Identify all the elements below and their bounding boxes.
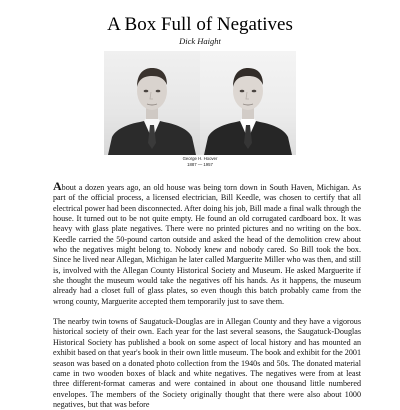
drop-cap: A	[53, 179, 62, 193]
caption-name: George H. Hoover	[182, 156, 218, 161]
paragraph-1	[53, 179, 361, 307]
photo-caption	[160, 156, 240, 167]
portrait-image-right	[200, 51, 296, 155]
article-title: A Box Full of Negatives	[107, 14, 293, 35]
article-body	[53, 179, 361, 410]
paragraph-1-text: bout a dozen years ago, an old house was being torn down in South Haven, Michigan. As part of the official process, a licensed electrician, Bill Keedle, was chosen to certify that all electrical power had been disconnected. After doing his job, Bill made a final walk through the house. It turned out to be not quite empty. He found an old corrugated cardboard box. It was heavy with glass plate negatives. There were no printed pictures and no writing on the box. Keedle carried the 50-pound carton outside and asked the head of the demolition crew about who the negatives might belong to. Nobody knew and nobody cared. So Bill took the box. Since he lived near Allegan, Michigan he later called Marguerite Miller who was then, and still is, involved with the Allegan County Historical Society and Museum. He asked Marguerite if she thought the museum would take the negatives off his hands. As it happens, the museum already had a closet full of glass plates, so even though this batch probably came from the wrong county, Marguerite accepted them temporarily just to save them.	[53, 183, 361, 306]
portrait-image-left	[104, 51, 200, 155]
paragraph-2	[53, 317, 361, 410]
portrait-photo-right	[200, 51, 296, 155]
paragraph-2-text: The nearby twin towns of Saugatuck-Douglas are in Allegan County and they have a vigorous historical society of their own. Each year for the last several seasons, the Saugatuck-Douglas Historical Society has published a book on some aspect of local history and has mounted an exhibit based on that year's book in their own little museum. The book and exhibit for the 2001 season was based on a donated photo collection from the 1940s and 50s. The donated material came in two wooden boxes of black and white negatives. The negatives were from at least three different-format cameras and were contained in about one thousand little numbered envelopes. The members of the Society originally thought that there were also about 1000 negatives, but that was before	[53, 317, 361, 409]
portrait-photo-left	[104, 51, 200, 155]
caption-years: 1887 — 1957	[187, 161, 213, 167]
article-author: Dick Haight	[179, 36, 221, 46]
